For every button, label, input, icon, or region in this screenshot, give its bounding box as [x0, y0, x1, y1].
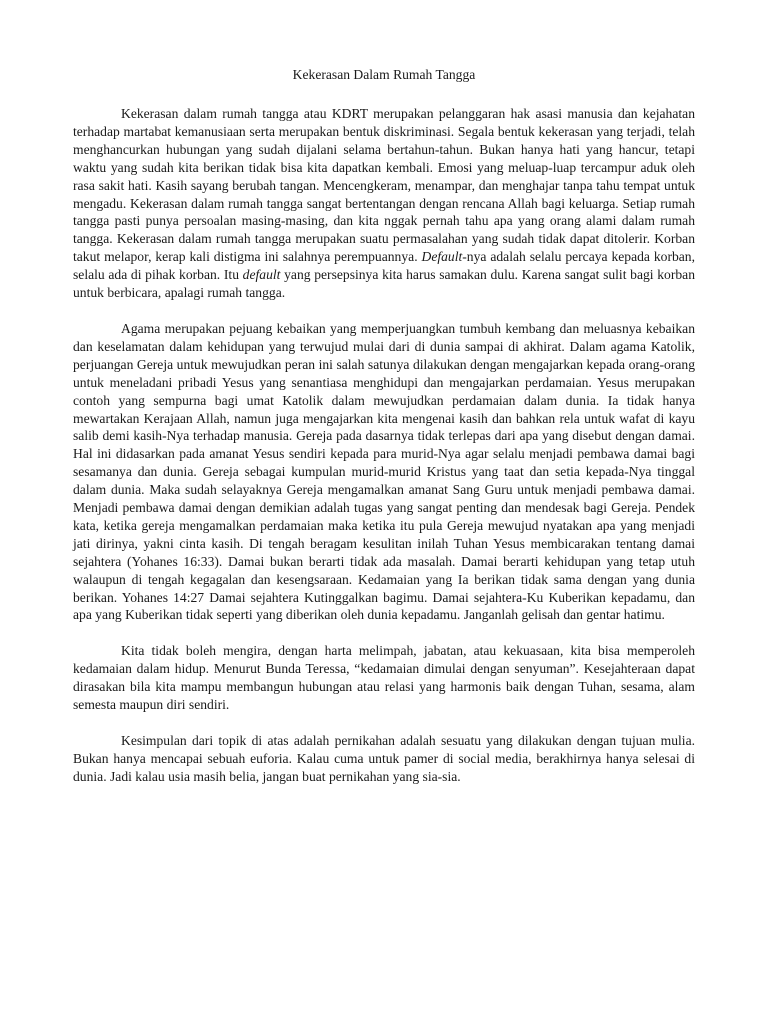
paragraph-text: Kekerasan dalam rumah tangga atau KDRT merupakan pelanggaran hak asasi manusia dan kejahatan terhadap martabat kemanusiaan serta merupakan bentuk diskriminasi. Segala bentuk kekerasan yang terjadi, telah menghancurkan hubungan yang sudah dijalani selama bertahun-tahun. Bukan hanya hati yang hancur, tetapi waktu yang sudah kita berikan tidak bisa kita dapatkan kembali. Emosi yang meluap-luap tercampur aduk oleh rasa sakit hati. Kasih sayang berubah tangan. Mencengkeram, menampar, dan menghajar tanpa tahu tempat untuk mengadu. Kekerasan dalam rumah tangga sangat bertentangan dengan rencana Allah bagi keluarga. Setiap rumah tangga pasti punya persoalan masing-masing, dan kita nggak pernah tahu apa yang orang alami dalam rumah tangga. Kekerasan dalam rumah tangga merupakan suatu permasalahan yang sudah tidak dapat ditolerir. Korban takut melapor, kerap kali distigma ini salahnya perempuannya.: [73, 106, 695, 265]
document-title: Kekerasan Dalam Rumah Tangga: [292, 67, 476, 82]
paragraph-text: -nya adalah selalu percaya kepada korban, selalu ada di pihak korban. Itu: [73, 249, 696, 283]
italic-term: Default: [421, 249, 463, 265]
paragraph-kdrt: [73, 105, 695, 302]
paragraph-text: Kesimpulan dari topik di atas adalah pernikahan adalah sesuatu yang dilakukan dengan tujuan mulia. Bukan hanya mencapai sebuah euforia. Kalau cuma untuk pamer di social media, berakhirnya hanya selesai di dunia. Jadi kalau usia masih belia, jangan buat pernikahan yang sia-sia.: [73, 733, 695, 784]
paragraph-kedamaian: [73, 642, 695, 714]
paragraph-text: yang persepsinya kita harus samakan dulu. Karena sangat sulit bagi korban untuk berbicara, apalagi rumah tangga.: [73, 267, 695, 301]
paragraph-kesimpulan: [73, 732, 695, 786]
paragraph-agama: [73, 320, 695, 624]
paragraph-text: Kita tidak boleh mengira, dengan harta melimpah, jabatan, atau kekuasaan, kita bisa memperoleh kedamaian dalam hidup. Menurut Bunda Teressa, “kedamaian dimulai dengan senyuman”. Kesejahteraan dapat dirasakan bila kita mampu membangun hubungan atau relasi yang harmonis baik dengan Tuhan, sesama, alam semesta maupun diri sendiri.: [73, 643, 695, 713]
italic-term: default: [242, 267, 281, 283]
document-page: [73, 66, 695, 804]
paragraph-text: Agama merupakan pejuang kebaikan yang memperjuangkan tumbuh kembang dan meluasnya kebaikan dan keselamatan dalam kehidupan yang terwujud mulai dari di dunia sampai di akhirat. Dalam agama Katolik, perjuangan Gereja untuk mewujudkan peran ini salah satunya dilakukan dengan mengajarkan kepada orang-orang untuk meneladani pribadi Yesus yang senantiasa menghidupi dan mengajarkan perdamaian. Yesus merupakan contoh yang sempurna bagi umat Katolik dalam mewujudkan perdamaian dalam dunia. Ia tidak hanya mewartakan Kerajaan Allah, namun juga mengajarkan kita mengenai kasih dan bahkan rela untuk wafat di kayu salib demi kasih-Nya terhadap manusia. Gereja pada dasarnya tidak terlepas dari apa yang disebut dengan damai. Hal ini didasarkan pada amanat Yesus sendiri kepada para murid-Nya agar selalu menjadi pembawa damai bagi sesamanya dan dunia. Gereja sebagai kumpulan murid-murid Kristus yang taat dan setia kepada-Nya tinggal dalam dunia. Maka sudah selayaknya Gereja mengamalkan amanat Sang Guru untuk menjadi pembawa damai. Menjadi pembawa damai dengan demikian adalah tugas yang sangat penting dan mendesak bagi Gereja. Pendek kata, ketika gereja mengamalkan perdamaian maka ketika itu pula Gereja mewujud nyatakan apa yang menjadi jati dirinya, yakni cinta kasih. Di tengah beragam kesulitan inilah Tuhan Yesus membicarakan tentang damai sejahtera (Yohanes 16:33). Damai bukan berarti tidak ada masalah. Damai berarti kehidupan yang tetap utuh walaupun di tengah kegagalan dan kesengsaraan. Kedamaian yang Ia berikan tidak sama dengan yang dunia berikan. Yohanes 14:27 Damai sejahtera Kutinggalkan bagimu. Damai sejahtera-Ku Kuberikan kepadamu, dan apa yang Kuberikan tidak seperti yang diberikan oleh dunia kepadamu. Janganlah gelisah dan gentar hatimu.: [73, 320, 695, 623]
